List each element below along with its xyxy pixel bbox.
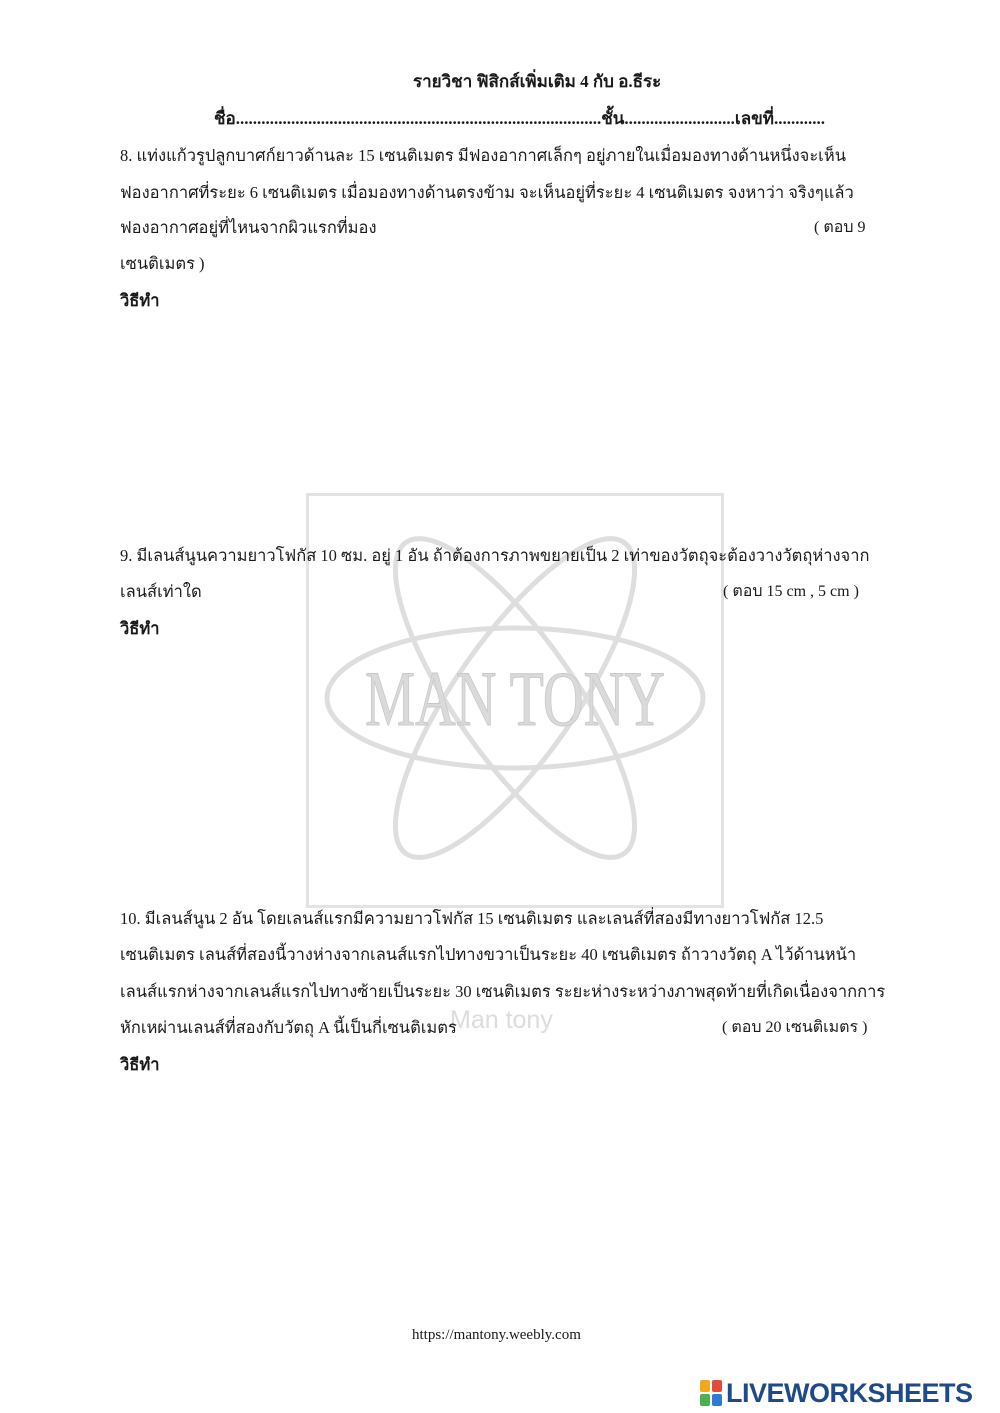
- q10-line-1: 10. มีเลนส์นูน 2 อัน โดยเลนส์แรกมีความยาวโฟกัส 15 เซนติเมตร และเลนส์ที่สองมีทางยาวโฟกัส 12.5: [120, 909, 824, 928]
- page-title: รายวิชา ฟิสิกส์เพิ่มเติม 4 กับ อ.ธีระ: [413, 72, 662, 91]
- liveworksheets-brand[interactable]: [700, 1378, 973, 1408]
- q9-method-label: วิธีทำ: [120, 619, 160, 638]
- q8-method-label: วิธีทำ: [120, 291, 160, 310]
- q9-answer: ( ตอบ 15 cm , 5 cm ): [723, 583, 859, 600]
- q10-line-2: เซนติเมตร เลนส์ที่สองนี้วางห่างจากเลนส์แรกไปทางขวาเป็นระยะ 40 เซนติเมตร ถ้าวางวัตถุ A ไว้ด้านหน้า: [120, 945, 857, 964]
- q10-method-label: วิธีทำ: [120, 1055, 160, 1074]
- q8-line-2: ฟองอากาศที่ระยะ 6 เซนติเมตร เมื่อมองทางด้านตรงข้าม จะเห็นอยู่ที่ระยะ 4 เซนติเมตร จงหาว่า จริงๆแล้ว: [120, 183, 854, 202]
- liveworksheets-logo-icon: [700, 1380, 722, 1406]
- q10-line-3: เลนส์แรกห่างจากเลนส์แรกไปทางซ้ายเป็นระยะ 30 เซนติเมตร ระยะห่างระหว่างภาพสุดท้ายที่เกิดเนื่องจากการ: [120, 982, 886, 1001]
- q9-line-2: เลนส์เท่าใด: [120, 582, 202, 601]
- watermark-small-text: Man tony: [450, 1006, 553, 1034]
- q8-line-3: ฟองอากาศอยู่ที่ไหนจากผิวแรกที่มอง: [120, 218, 377, 237]
- q9-line-1: 9. มีเลนส์นูนความยาวโฟกัส 10 ซม. อยู่ 1 อัน ถ้าต้องการภาพขยายเป็น 2 เท่าของวัตถุจะต้องวางวัตถุห่างจาก: [120, 546, 870, 565]
- q8-answer: ( ตอบ 9: [814, 219, 866, 236]
- q10-answer: ( ตอบ 20 เซนติเมตร ): [722, 1019, 868, 1036]
- student-info-line: ชื่อ......................................................................................ชั้น..........................เลขที่............: [214, 109, 825, 128]
- q10-line-4: หักเหผ่านเลนส์ที่สองกับวัตถุ A นี้เป็นกี่เซนติเมตร: [120, 1018, 457, 1037]
- q8-answer-unit: เซนติเมตร ): [120, 254, 205, 273]
- q8-line-1: 8. แท่งแก้วรูปลูกบาศก์ยาวด้านละ 15 เซนติเมตร มีฟองอากาศเล็กๆ อยู่ภายในเมื่อมองทางด้านหนึ่งจะเห็น: [120, 146, 846, 165]
- watermark-logo-text: MAN TONY: [365, 655, 665, 742]
- liveworksheets-wordmark: LIVEWORKSHEETS: [726, 1377, 973, 1408]
- footer-url[interactable]: https://mantony.weebly.com: [412, 1327, 581, 1343]
